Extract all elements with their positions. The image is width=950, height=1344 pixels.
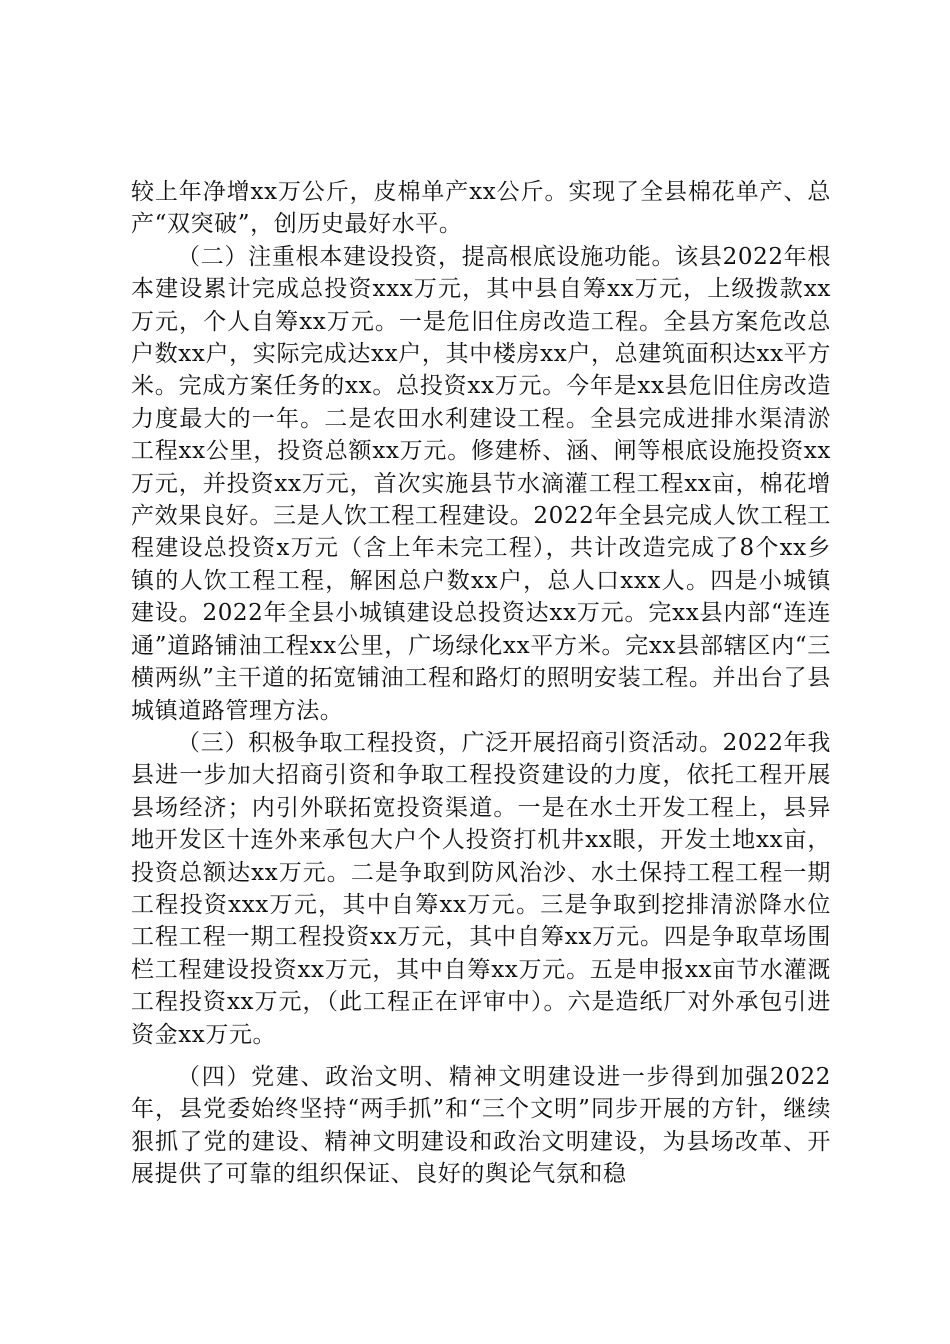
document-body-continued — [131, 1061, 831, 1191]
paragraph-project-investment: （三）积极争取工程投资，广泛开展招商引资活动。2022年我县进一步加大招商引资和争取工程投资建设的力度，依托工程开展县场经济；内引外联拓宽投资渠道。一是在水土开发工程上，县异地开发区十连外来承包大户个人投资打机井xx眼，开发土地xx亩，投资总额达xx万元。二是争取到防风治沙、水土保持工程工程一期工程投资xxx万元，其中自筹xx万元。三是争取到挖排清淤降水位工程工程一期工程投资xx万元，其中自筹xx万元。四是争取草场围栏工程建设投资xx万元，其中自筹xx万元。五是申报xx亩节水灌溉工程投资xx万元，（此工程正在评审中）。六是造纸厂对外承包引进资金xx万元。 — [131, 729, 831, 1048]
paragraph-infrastructure-investment: （二）注重根本建设投资，提高根底设施功能。该县2022年根本建设累计完成总投资xxx万元，其中县自筹xx万元，上级拨款xx万元，个人自筹xx万元。一是危旧住房改造工程。全县方案危改总户数xx户，实际完成达xx户，其中楼房xx户，总建筑面积达xx平方米。完成方案任务的xx。总投资xx万元。今年是xx县危旧住房改造力度最大的一年。二是农田水利建设工程。全县完成进排水渠清淤工程xx公里，投资总额xx万元。修建桥、涵、闸等根底设施投资xx万元，并投资xx万元，首次实施县节水滴灌工程工程xx亩，棉花增产效果良好。三是人饮工程工程建设。2022年全县完成人饮工程工程建设总投资x万元（含上年未完工程），共计改造完成了8个xx乡镇的人饮工程工程，解困总户数xx户，总人口xxx人。四是小城镇建设。2022年全县小城镇建设总投资达xx万元。完xx县内部“连连通”道路铺油工程xx公里，广场绿化xx平方米。完xx县部辖区内“三横两纵”主干道的拓宽铺油工程和路灯的照明安装工程。并出台了县城镇道路管理方法。 — [131, 243, 831, 724]
document-body — [131, 176, 831, 1051]
paragraph-party-building: （四）党建、政治文明、精神文明建设进一步得到加强2022年，县党委始终坚持“两手抓”和“三个文明”同步开展的方针，继续狠抓了党的建设、精神文明建设和政治文明建设，为县场改革、开展提供了可靠的组织保证、良好的舆论气氛和稳 — [131, 1064, 831, 1188]
paragraph-cotton-yield: 较上年净增xx万公斤，皮棉单产xx公斤。实现了全县棉花单产、总产“双突破”，创历史最好水平。 — [131, 179, 831, 238]
